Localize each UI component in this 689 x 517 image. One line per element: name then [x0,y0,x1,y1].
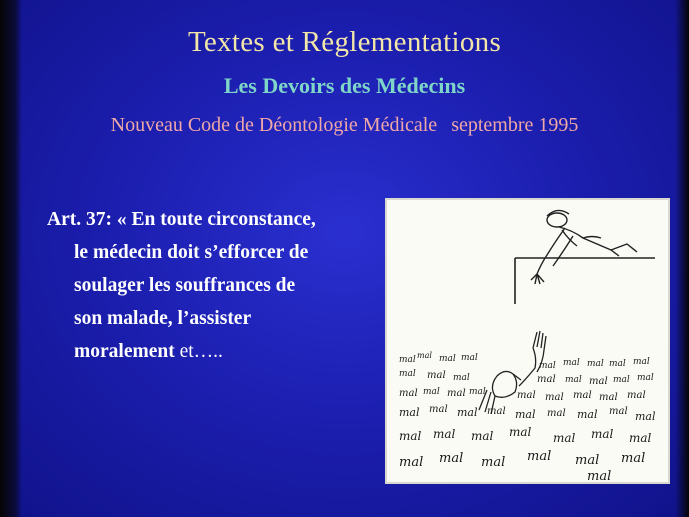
svg-text:mal: mal [423,387,440,397]
svg-text:mal: mal [539,361,556,371]
svg-text:mal: mal [577,408,598,421]
svg-text:mal: mal [621,451,646,466]
svg-text:mal: mal [469,387,486,397]
svg-text:mal: mal [587,359,604,369]
svg-text:mal: mal [481,455,506,470]
svg-text:mal: mal [609,359,626,369]
svg-text:mal: mal [613,375,630,385]
svg-text:mal: mal [609,406,628,417]
article-line-4: son malade, l’assister [74,308,252,329]
article-line-5 [47,335,377,368]
slide-title: Textes et Réglementations [187,26,502,58]
svg-text:mal: mal [399,455,424,470]
svg-text:mal: mal [447,388,466,399]
svg-text:mal: mal [575,453,600,468]
article-line-3: soulager les souffrances de [74,275,296,296]
source-date: septembre 1995 [451,114,579,136]
cartoon-drawing [387,200,668,482]
article-tail: et….. [179,341,223,362]
svg-text:mal: mal [517,390,536,401]
svg-text:mal: mal [427,370,446,381]
svg-text:mal: mal [439,451,464,466]
svg-text:mal: mal [461,353,478,363]
svg-text:mal: mal [471,429,494,443]
svg-text:mal: mal [629,431,652,445]
article-line-1-text: : « En toute circonstance, [105,209,316,230]
svg-text:mal: mal [637,373,654,383]
source-line [0,114,689,137]
svg-text:mal: mal [399,369,416,379]
cartoon-illustration [385,198,670,484]
slide-subtitle: Les Devoirs des Médecins [223,73,466,98]
svg-text:mal: mal [399,355,416,365]
svg-text:mal: mal [635,410,656,423]
article-ref: Art. 37 [47,209,106,230]
article-text [47,203,377,368]
svg-text:mal: mal [399,388,418,399]
article-line-5-text: moralement [74,341,175,362]
source-name: Nouveau Code de Déontologie Médicale [110,114,438,136]
doctor-figure [531,210,637,284]
svg-text:mal: mal [627,390,646,401]
svg-text:mal: mal [527,449,552,464]
svg-text:mal: mal [509,425,532,439]
reaching-person [479,331,546,414]
svg-text:mal: mal [563,358,580,368]
svg-text:mal: mal [439,354,456,364]
svg-text:mal: mal [547,408,566,419]
svg-text:mal: mal [589,376,608,387]
svg-text:mal: mal [429,404,448,415]
svg-text:mal: mal [453,373,470,383]
svg-text:mal: mal [487,406,506,417]
svg-text:mal: mal [537,374,556,385]
svg-text:mal: mal [399,406,420,419]
svg-text:mal: mal [515,408,536,421]
svg-text:mal: mal [417,351,432,360]
svg-text:mal: mal [399,429,422,443]
svg-text:mal: mal [591,427,614,441]
svg-text:mal: mal [587,469,612,482]
svg-text:mal: mal [433,427,456,441]
article-line-1 [47,203,377,236]
svg-text:mal: mal [553,431,576,445]
svg-text:mal: mal [457,406,478,419]
svg-text:mal: mal [545,392,564,403]
mal-words [399,351,656,482]
svg-text:mal: mal [565,375,582,385]
svg-text:mal: mal [573,390,592,401]
article-line-2: le médecin doit s’efforcer de [74,242,309,263]
svg-text:mal: mal [599,392,618,403]
svg-text:mal: mal [633,357,650,367]
